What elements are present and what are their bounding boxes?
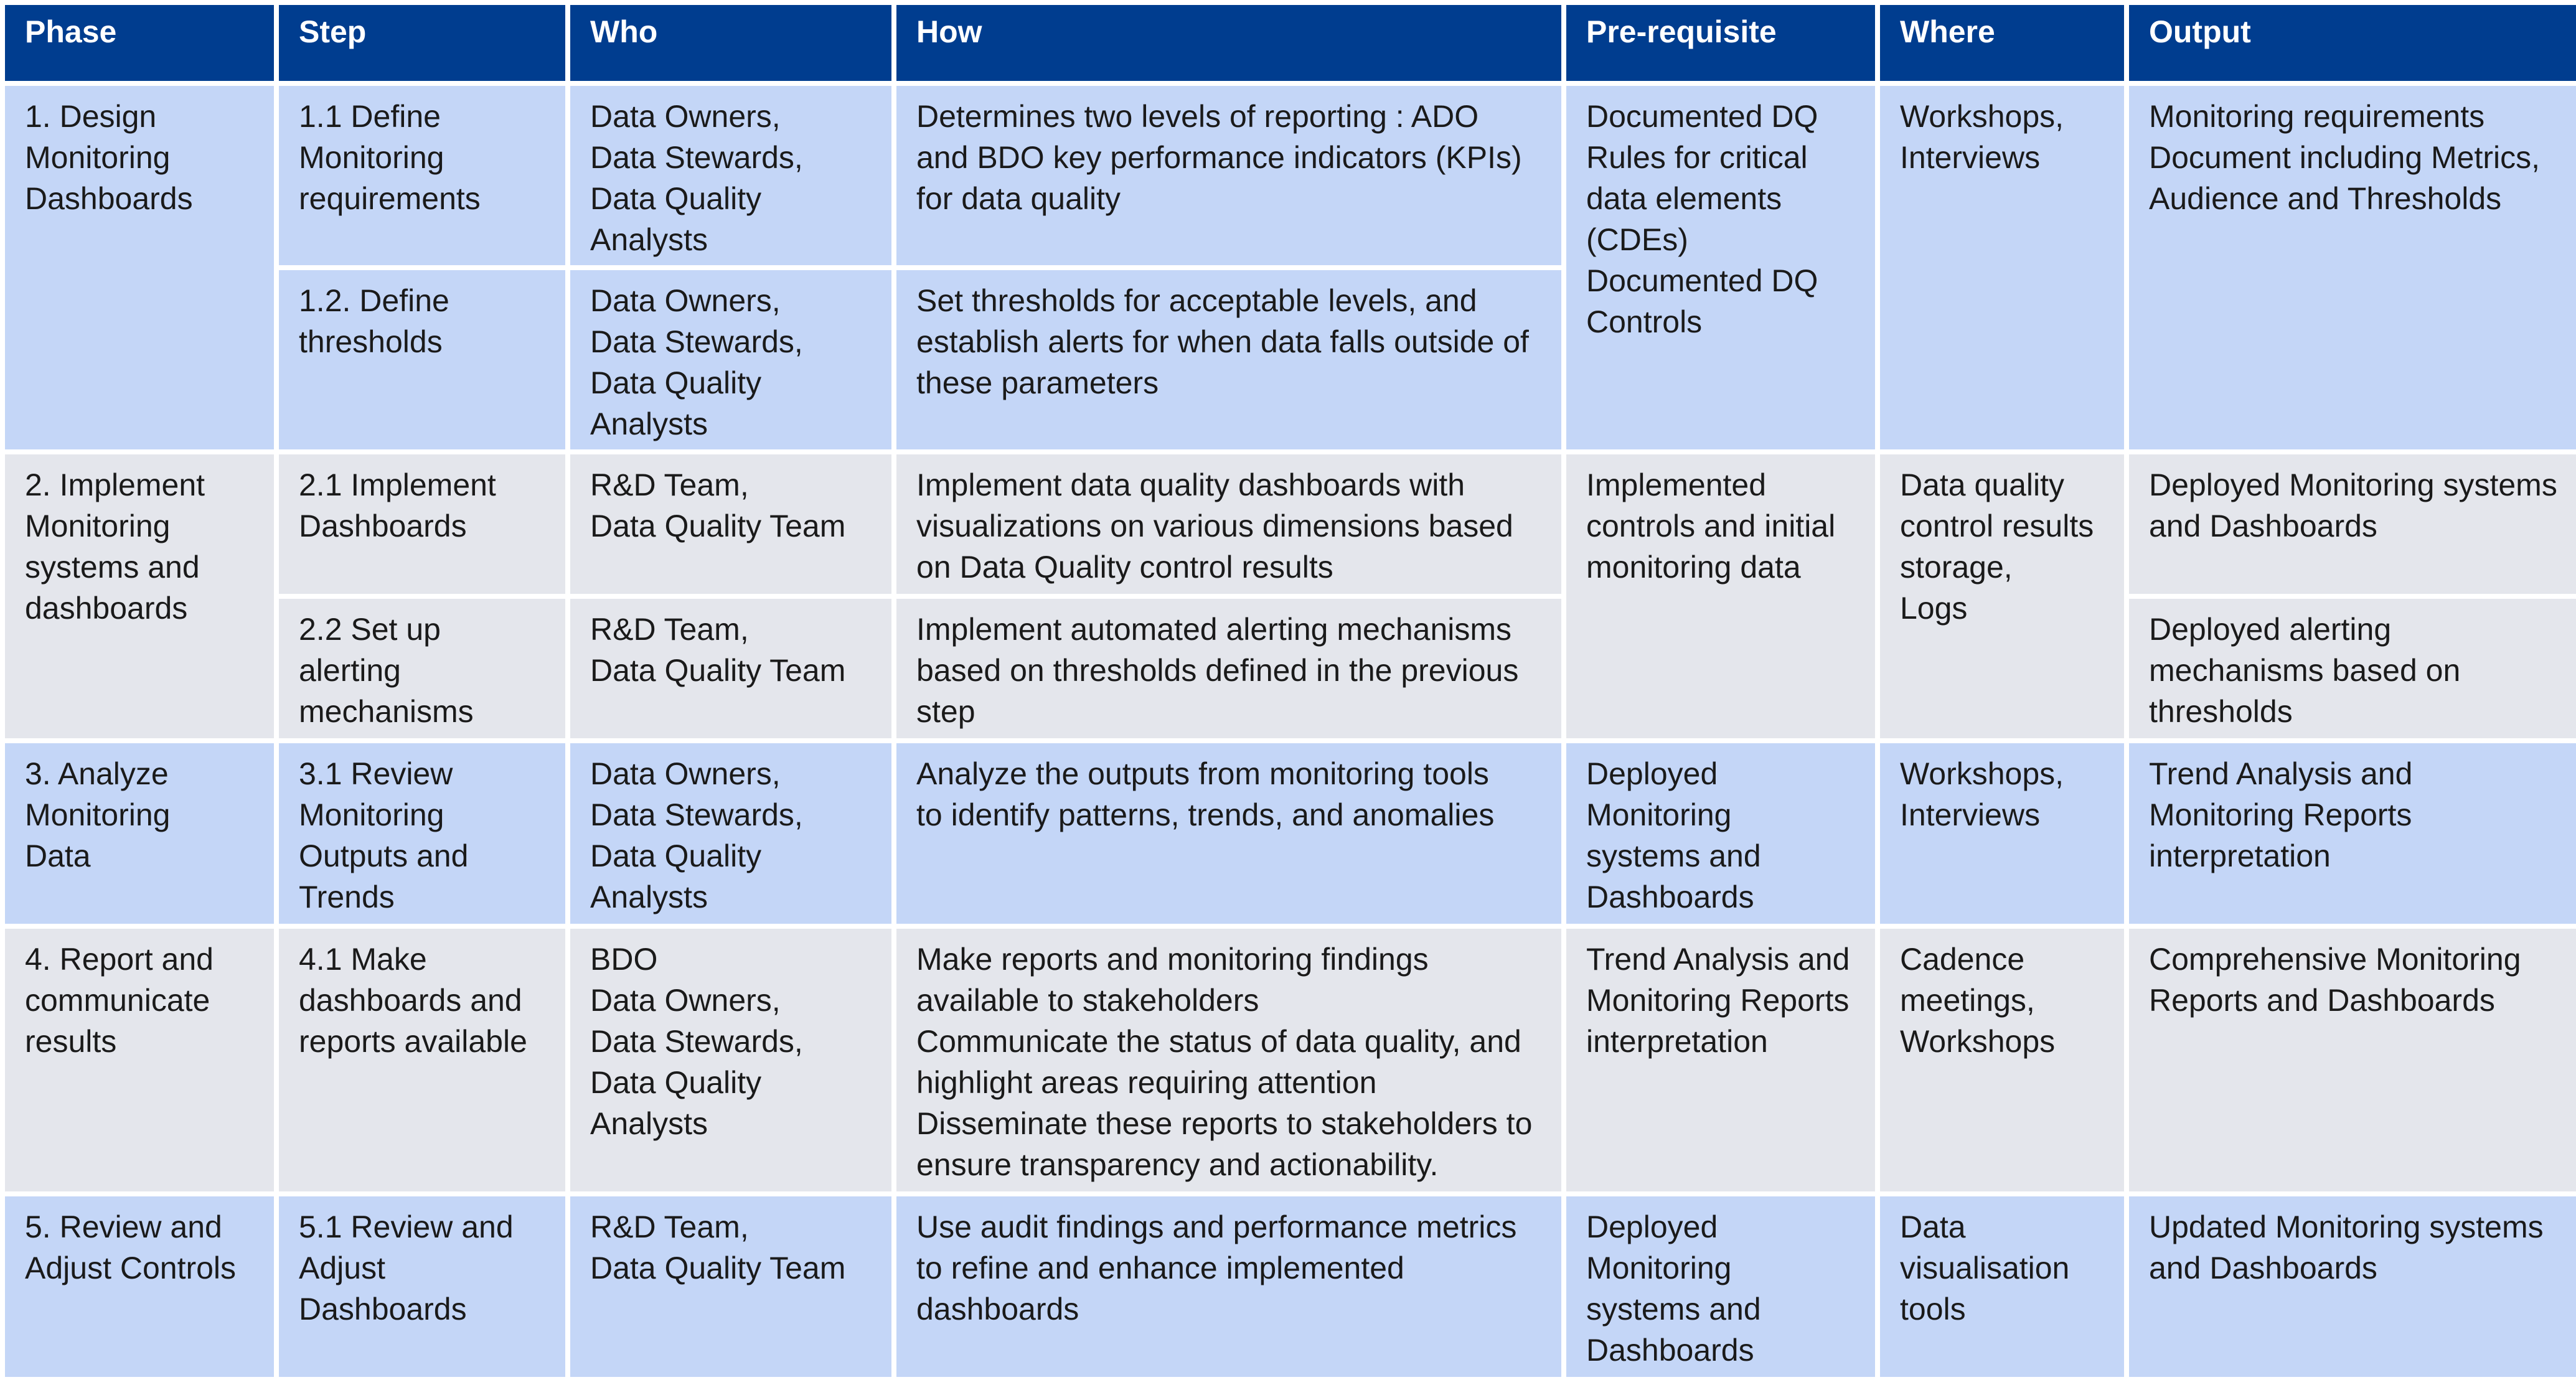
cell-text-line: Document including Metrics, [2149, 140, 2541, 175]
step-cell [279, 743, 565, 924]
cell-text-line: Monitoring [25, 509, 171, 543]
header-row [5, 5, 2576, 81]
cell-text-line: these parameters [916, 365, 1159, 400]
cell-text-line: 3. Analyze [25, 756, 169, 791]
table-row [5, 1196, 2576, 1377]
cell-text-line: systems and [1586, 838, 1761, 873]
cell-text-line: Monitoring Reports [1586, 983, 1850, 1018]
cell-text-line: Monitoring requirements [2149, 99, 2485, 134]
cell-text-line: 2.2 Set up [299, 612, 441, 647]
cell-text-line: Monitoring [299, 140, 444, 175]
cell-text-line: dashboards [916, 1292, 1079, 1327]
where-cell [1880, 1196, 2124, 1377]
cell-text-line: Analysts [590, 880, 708, 914]
cell-text-line: Disseminate these reports to stakeholders to [916, 1106, 1533, 1141]
cell-text-line: dashboards and [299, 983, 522, 1018]
cell-text-line: Implemented [1586, 467, 1767, 502]
cell-text-line: BDO [590, 942, 658, 977]
cell-text-line: storage, [1900, 550, 2013, 585]
cell-text-line: step [916, 694, 975, 729]
cell-text-line: Data Owners, [590, 283, 781, 318]
cell-text-line: Dashboards [1586, 880, 1754, 914]
output-cell [2129, 929, 2576, 1191]
cell-text-line: Logs [1900, 591, 1968, 626]
cell-text-line: Dashboards [299, 509, 467, 543]
who-cell [570, 1196, 891, 1377]
cell-text-line: visualisation [1900, 1251, 2070, 1285]
how-cell [896, 743, 1561, 924]
cell-text-line: Reports and Dashboards [2149, 983, 2495, 1018]
cell-text-line: Implement data quality dashboards with [916, 467, 1465, 502]
cell-text-line: Data Quality [590, 838, 762, 873]
output-cell [2129, 1196, 2576, 1377]
cell-text-line: Monitoring Reports [2149, 797, 2412, 832]
cell-text-line: interpretation [2149, 838, 2331, 873]
where-cell [1880, 743, 2124, 924]
cell-text-line: Documented DQ [1586, 263, 1818, 298]
cell-text-line: dashboards [25, 591, 188, 626]
prerequisite-cell [1566, 1196, 1875, 1377]
cell-text-line: Data Owners, [590, 756, 781, 791]
phase-cell [5, 743, 274, 924]
cell-text-line: controls and initial [1586, 509, 1836, 543]
cell-text-line: Controls [1586, 304, 1703, 339]
cell-text-line: Outputs and [299, 838, 469, 873]
how-cell [896, 86, 1561, 265]
who-cell [570, 743, 891, 924]
how-cell [896, 454, 1561, 594]
header-output: Output [2129, 5, 2576, 81]
cell-text-line: Documented DQ [1586, 99, 1818, 134]
cell-text-line: 4.1 Make [299, 942, 427, 977]
cell-text-line: Monitoring [299, 797, 444, 832]
cell-text-line: Workshops, [1900, 99, 2064, 134]
header-how: How [896, 5, 1561, 81]
cell-text-line: Dashboards [1586, 1333, 1754, 1368]
cell-text-line: Data Stewards, [590, 797, 803, 832]
table-row [5, 599, 2576, 738]
cell-text-line: Data Quality [590, 181, 762, 216]
cell-text-line: Analysts [590, 1106, 708, 1141]
step-cell [279, 599, 565, 738]
step-cell [279, 454, 565, 594]
who-cell [570, 86, 891, 265]
cell-text-line: on Data Quality control results [916, 550, 1333, 585]
prerequisite-cell [1566, 86, 1875, 449]
cell-text-line: Use audit findings and performance metrics [916, 1209, 1517, 1244]
cell-text-line: control results [1900, 509, 2094, 543]
output-cell [2129, 454, 2576, 594]
cell-text-line: ensure transparency and actionability. [916, 1147, 1439, 1182]
cell-text-line: Analysts [590, 406, 708, 441]
who-cell [570, 454, 891, 594]
cell-text-line: 1.1 Define [299, 99, 441, 134]
cell-text-line: Adjust Controls [25, 1251, 237, 1285]
step-cell [279, 86, 565, 265]
cell-text-line: monitoring data [1586, 550, 1801, 585]
how-cell [896, 270, 1561, 449]
cell-text-line: Data Stewards, [590, 324, 803, 359]
cell-text-line: Data Stewards, [590, 1024, 803, 1059]
who-cell [570, 599, 891, 738]
phase-cell [5, 454, 274, 738]
cell-text-line: to identify patterns, trends, and anomalies [916, 797, 1495, 832]
cell-text-line: Comprehensive Monitoring [2149, 942, 2521, 977]
cell-text-line: 1. Design [25, 99, 157, 134]
cell-text-line: Data Quality Team [590, 1251, 846, 1285]
cell-text-line: highlight areas requiring attention [916, 1065, 1377, 1100]
cell-text-line: thresholds [299, 324, 443, 359]
who-cell [570, 270, 891, 449]
cell-text-line: establish alerts for when data falls outside of [916, 324, 1529, 359]
cell-text-line: Data Owners, [590, 983, 781, 1018]
cell-text-line: R&D Team, [590, 1209, 749, 1244]
cell-text-line: Data quality [1900, 467, 2065, 502]
header-who: Who [570, 5, 891, 81]
cell-text-line: based on thresholds defined in the previous [916, 653, 1519, 688]
cell-text-line: 1.2. Define [299, 283, 449, 318]
cell-text-line: (CDEs) [1586, 222, 1688, 257]
table-row [5, 454, 2576, 594]
cell-text-line: Monitoring [25, 797, 171, 832]
cell-text-line: Interviews [1900, 797, 2041, 832]
cell-text-line: data elements [1586, 181, 1782, 216]
cell-text-line: Set thresholds for acceptable levels, and [916, 283, 1477, 318]
cell-text-line: Deployed alerting [2149, 612, 2392, 647]
cell-text-line: Workshops, [1900, 756, 2064, 791]
where-cell [1880, 454, 2124, 738]
cell-text-line: visualizations on various dimensions based [916, 509, 1513, 543]
cell-text-line: Analysts [590, 222, 708, 257]
cell-text-line: Workshops [1900, 1024, 2056, 1059]
how-cell [896, 929, 1561, 1191]
cell-text-line: Dashboards [299, 1292, 467, 1327]
cell-text-line: Cadence [1900, 942, 2025, 977]
cell-text-line: Data [25, 838, 91, 873]
cell-text-line: 4. Report and [25, 942, 214, 977]
how-cell [896, 599, 1561, 738]
cell-text-line: tools [1900, 1292, 1966, 1327]
cell-text-line: Updated Monitoring systems [2149, 1209, 2544, 1244]
cell-text-line: Deployed [1586, 1209, 1718, 1244]
phase-cell [5, 929, 274, 1191]
cell-text-line: Monitoring [1586, 797, 1732, 832]
cell-text-line: Deployed [1586, 756, 1718, 791]
cell-text-line: 2.1 Implement [299, 467, 496, 502]
table-row [5, 743, 2576, 924]
cell-text-line: Monitoring [25, 140, 171, 175]
cell-text-line: reports available [299, 1024, 527, 1059]
cell-text-line: Adjust [299, 1251, 385, 1285]
cell-text-line: available to stakeholders [916, 983, 1259, 1018]
output-cell [2129, 743, 2576, 924]
cell-text-line: for data quality [916, 181, 1121, 216]
cell-text-line: communicate [25, 983, 210, 1018]
prerequisite-cell [1566, 743, 1875, 924]
cell-text-line: Implement automated alerting mechanisms [916, 612, 1512, 647]
prerequisite-cell [1566, 454, 1875, 738]
cell-text-line: Interviews [1900, 140, 2041, 175]
cell-text-line: meetings, [1900, 983, 2035, 1018]
step-cell [279, 1196, 565, 1377]
cell-text-line: Audience and Thresholds [2149, 181, 2502, 216]
cell-text-line: interpretation [1586, 1024, 1768, 1059]
cell-text-line: R&D Team, [590, 467, 749, 502]
output-cell [2129, 86, 2576, 449]
header-where: Where [1880, 5, 2124, 81]
cell-text-line: R&D Team, [590, 612, 749, 647]
step-cell [279, 929, 565, 1191]
cell-text-line: Data Quality Team [590, 509, 846, 543]
cell-text-line: mechanisms [299, 694, 474, 729]
cell-text-line: requirements [299, 181, 481, 216]
table-row [5, 86, 2576, 265]
phase-cell [5, 86, 274, 449]
cell-text-line: mechanisms based on [2149, 653, 2461, 688]
cell-text-line: and Dashboards [2149, 1251, 2377, 1285]
header-prerequisite: Pre-requisite [1566, 5, 1875, 81]
cell-text-line: and Dashboards [2149, 509, 2377, 543]
cell-text-line: Data Stewards, [590, 140, 803, 175]
cell-text-line: to refine and enhance implemented [916, 1251, 1404, 1285]
cell-text-line: Monitoring [1586, 1251, 1732, 1285]
cell-text-line: 5. Review and [25, 1209, 222, 1244]
cell-text-line: 2. Implement [25, 467, 205, 502]
cell-text-line: Make reports and monitoring findings [916, 942, 1429, 977]
cell-text-line: alerting [299, 653, 401, 688]
who-cell [570, 929, 891, 1191]
prerequisite-cell [1566, 929, 1875, 1191]
cell-text-line: thresholds [2149, 694, 2293, 729]
cell-text-line: Data Quality [590, 365, 762, 400]
cell-text-line: systems and [1586, 1292, 1761, 1327]
how-cell [896, 1196, 1561, 1377]
cell-text-line: Determines two levels of reporting : ADO [916, 99, 1479, 134]
cell-text-line: Data Quality [590, 1065, 762, 1100]
cell-text-line: Data Quality Team [590, 653, 846, 688]
cell-text-line: Trend Analysis and [1586, 942, 1850, 977]
cell-text-line: results [25, 1024, 117, 1059]
header-phase: Phase [5, 5, 274, 81]
phase-cell [5, 1196, 274, 1377]
cell-text-line: Trends [299, 880, 395, 914]
cell-text-line: Dashboards [25, 181, 193, 216]
cell-text-line: Trend Analysis and [2149, 756, 2413, 791]
cell-text-line: Rules for critical [1586, 140, 1808, 175]
cell-text-line: Deployed Monitoring systems [2149, 467, 2557, 502]
cell-text-line: and BDO key performance indicators (KPIs) [916, 140, 1522, 175]
cell-text-line: 3.1 Review [299, 756, 453, 791]
cell-text-line: Data Owners, [590, 99, 781, 134]
header-step: Step [279, 5, 565, 81]
where-cell [1880, 929, 2124, 1191]
cell-text-line: Communicate the status of data quality, and [916, 1024, 1521, 1059]
table-row [5, 929, 2576, 1191]
where-cell [1880, 86, 2124, 449]
output-cell [2129, 599, 2576, 738]
step-cell [279, 270, 565, 449]
cell-text-line: 5.1 Review and [299, 1209, 514, 1244]
cell-text-line: Data [1900, 1209, 1966, 1244]
cell-text-line: systems and [25, 550, 200, 585]
cell-text-line: Analyze the outputs from monitoring tools [916, 756, 1489, 791]
